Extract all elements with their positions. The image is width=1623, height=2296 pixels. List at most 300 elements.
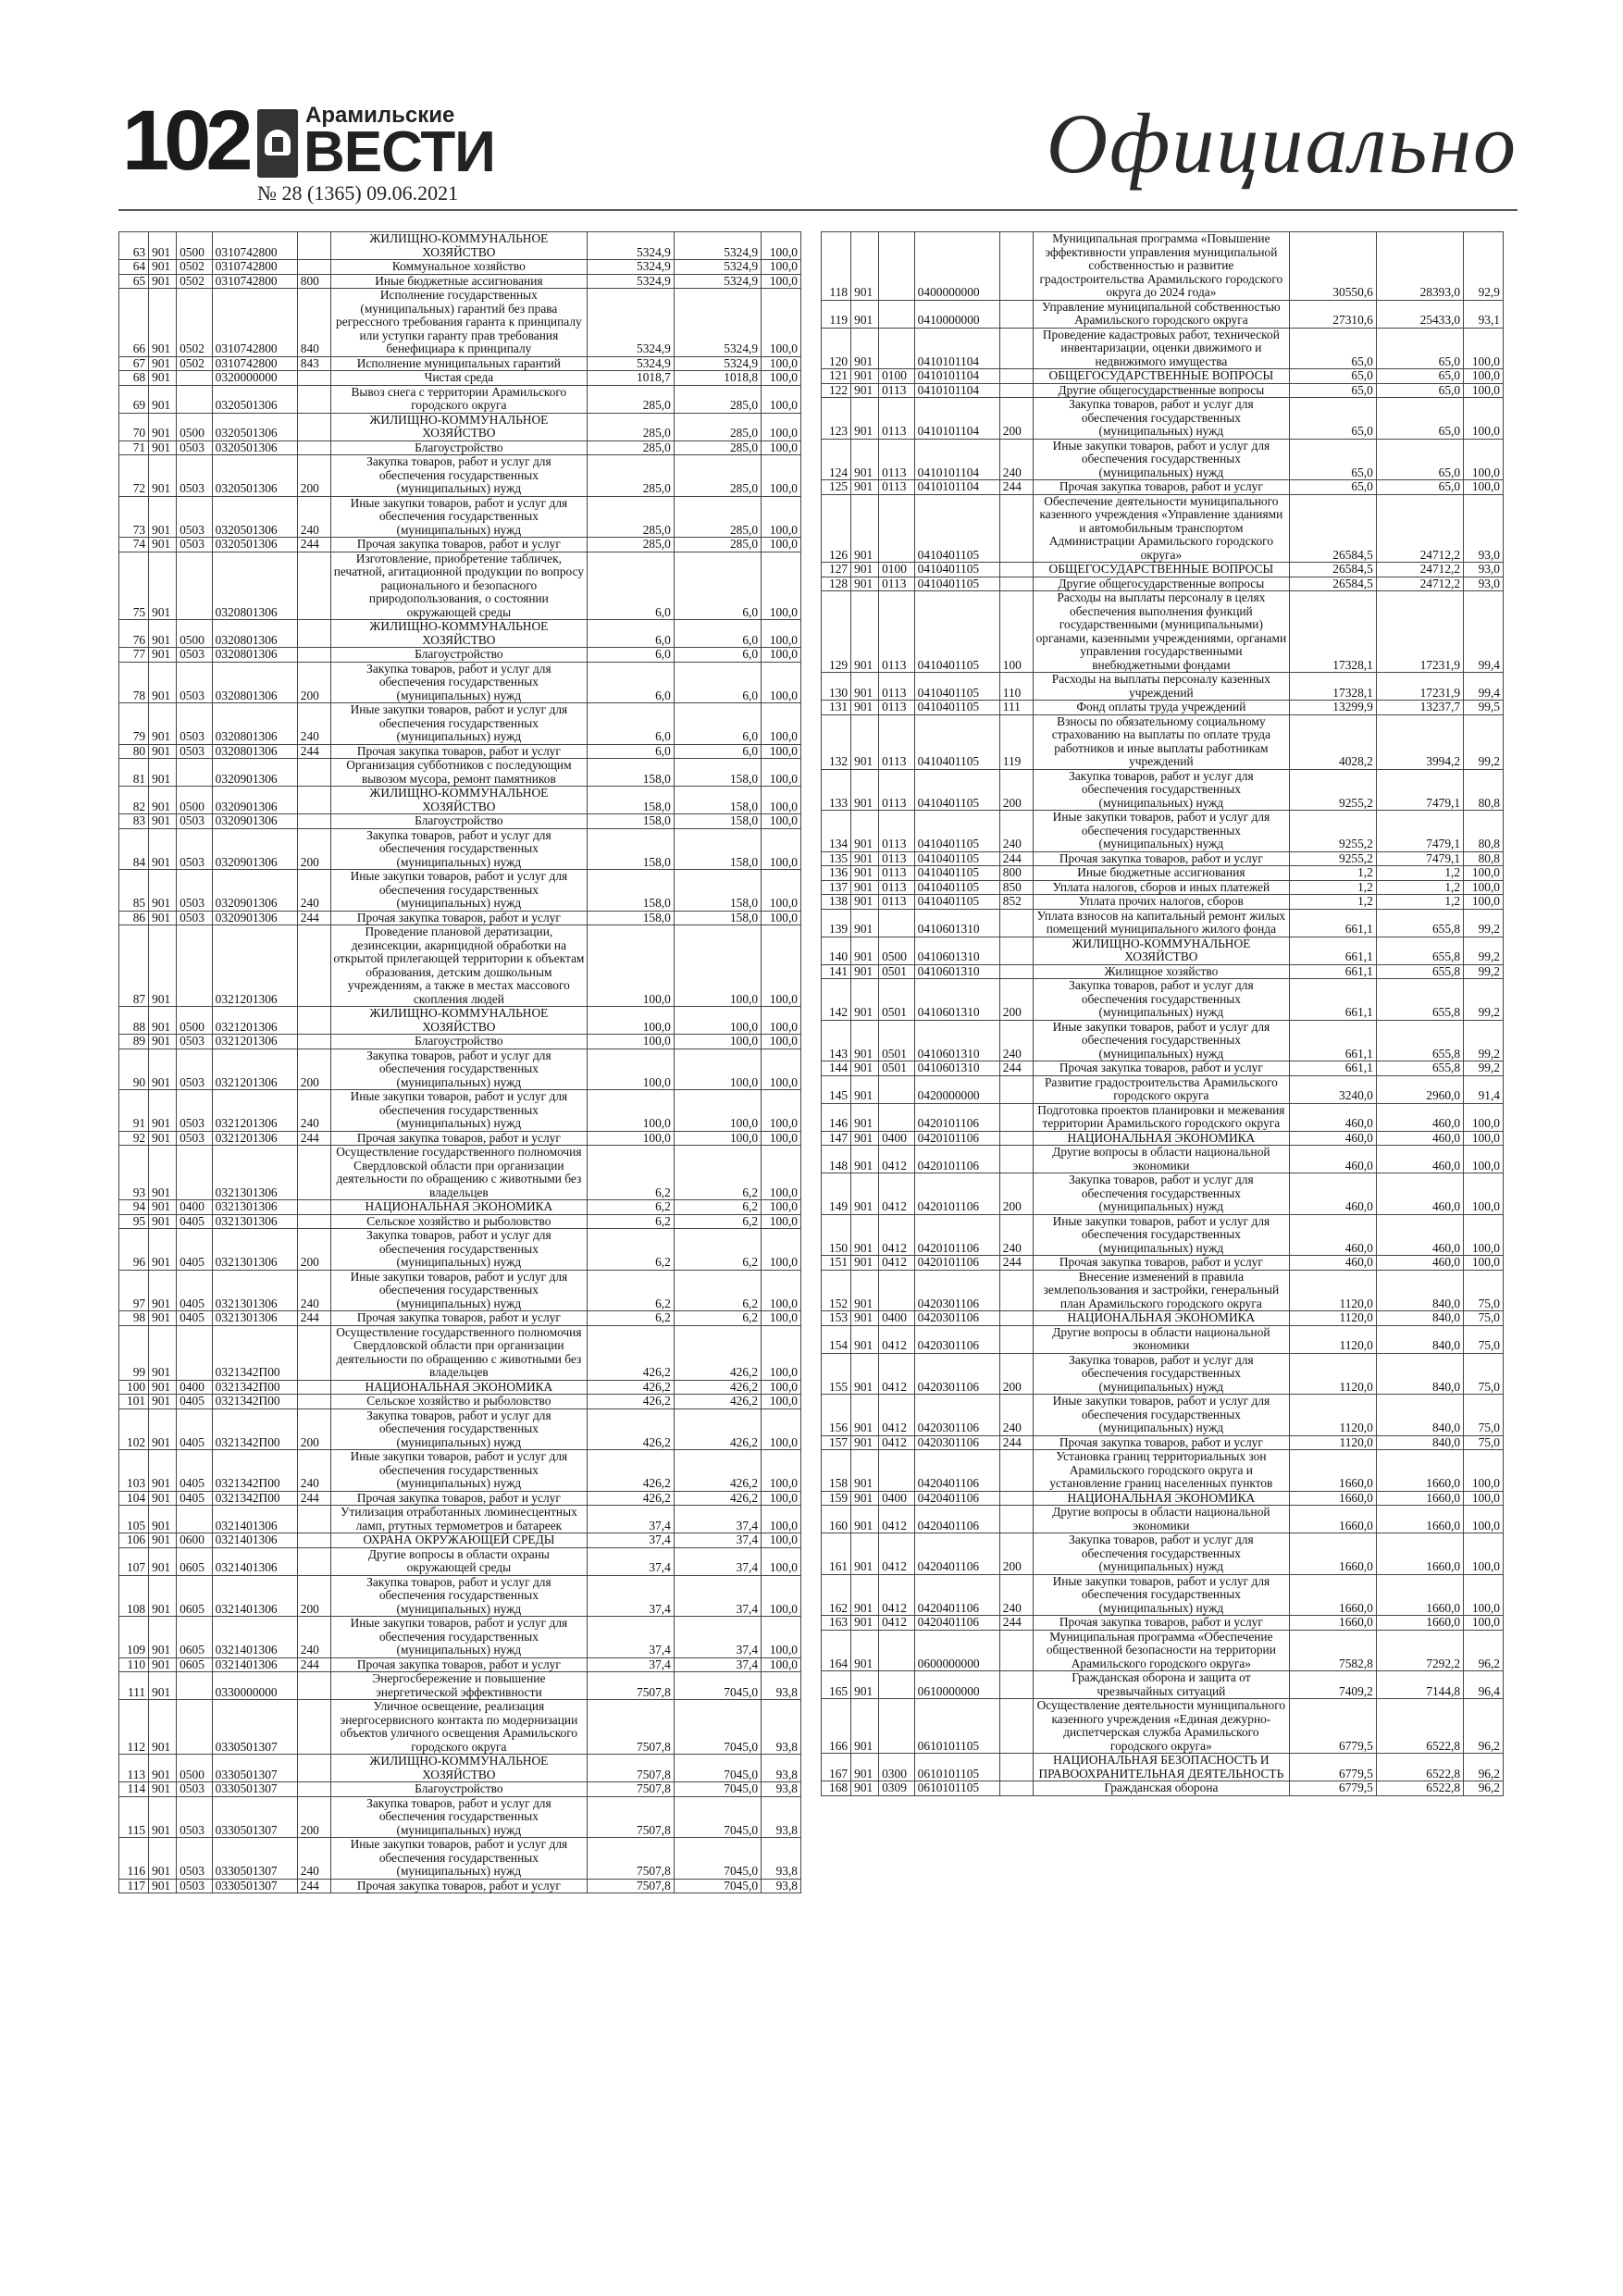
actual-amount: 6,2 <box>674 1200 761 1215</box>
target-article-code: 0321201306 <box>212 925 297 1007</box>
item-name: ОБЩЕГОСУДАРСТВЕННЫЕ ВОПРОСЫ <box>1034 369 1289 384</box>
row-number: 103 <box>119 1450 149 1492</box>
target-article-code: 0321401306 <box>212 1547 297 1575</box>
row-number: 108 <box>119 1575 149 1617</box>
table-row <box>822 369 1504 384</box>
table-row <box>822 1020 1504 1061</box>
planned-amount: 460,0 <box>1289 1214 1376 1256</box>
department-code: 901 <box>851 1435 879 1450</box>
row-number: 67 <box>119 356 149 371</box>
department-code: 901 <box>149 496 177 538</box>
execution-percent: 93,0 <box>1464 563 1504 577</box>
item-name: Закупка товаров, работ и услуг для обеспечения государственных (муниципальных) нужд <box>1034 398 1289 440</box>
row-number: 85 <box>119 870 149 912</box>
item-name: Уплата прочих налогов, сборов <box>1034 895 1289 910</box>
planned-amount: 17328,1 <box>1289 673 1376 701</box>
target-article-code: 0330000000 <box>212 1672 297 1700</box>
expense-type-code: 840 <box>297 289 330 357</box>
table-row <box>822 851 1504 866</box>
section-code: 0600 <box>177 1533 213 1548</box>
planned-amount: 6779,5 <box>1289 1754 1376 1781</box>
item-name: Управление муниципальной собственностью Арамильского городского округа <box>1034 300 1289 328</box>
expense-type-code <box>297 1007 330 1035</box>
expense-type-code: 200 <box>999 1353 1033 1395</box>
department-code: 901 <box>149 1657 177 1672</box>
target-article-code: 0321301306 <box>212 1214 297 1229</box>
item-name: Прочая закупка товаров, работ и услуг <box>331 1311 587 1326</box>
section-code: 0500 <box>177 232 213 260</box>
planned-amount: 285,0 <box>587 385 674 413</box>
section-code <box>177 1506 213 1533</box>
expense-type-code: 240 <box>297 1090 330 1132</box>
planned-amount: 6,0 <box>587 620 674 648</box>
item-name: Закупка товаров, работ и услуг для обеспечения государственных (муниципальных) нужд <box>331 455 587 497</box>
expense-type-code: 244 <box>297 911 330 925</box>
item-name: Муниципальная программа «Повышение эффективности управления муниципальной собственностью и развитие градостроительства Арамильского городского округа до 2024 года» <box>1034 232 1289 301</box>
department-code: 901 <box>851 1671 879 1699</box>
target-article-code: 0410401105 <box>914 494 999 563</box>
target-article-code: 0410401105 <box>914 673 999 701</box>
row-number: 83 <box>119 814 149 829</box>
expense-type-code <box>999 937 1033 964</box>
item-name: Иные закупки товаров, работ и услуг для обеспечения государственных (муниципальных) нужд <box>1034 439 1289 480</box>
actual-amount: 6,2 <box>674 1229 761 1271</box>
expense-type-code <box>999 964 1033 979</box>
row-number: 120 <box>822 328 851 369</box>
department-code: 901 <box>149 1200 177 1215</box>
item-name: ЖИЛИЩНО-КОММУНАЛЬНОЕ ХОЗЯЙСТВО <box>331 1007 587 1035</box>
expense-type-code: 240 <box>999 439 1033 480</box>
planned-amount: 7582,8 <box>1289 1630 1376 1671</box>
actual-amount: 7045,0 <box>674 1879 761 1893</box>
table-row <box>822 577 1504 591</box>
row-number: 81 <box>119 759 149 787</box>
section-code: 0501 <box>879 1061 915 1076</box>
department-code: 901 <box>149 703 177 745</box>
actual-amount: 7479,1 <box>1376 769 1463 811</box>
section-code: 0503 <box>177 1838 213 1880</box>
actual-amount: 426,2 <box>674 1325 761 1380</box>
planned-amount: 13299,9 <box>1289 701 1376 715</box>
row-number: 155 <box>822 1353 851 1395</box>
row-number: 159 <box>822 1491 851 1506</box>
section-code: 0503 <box>177 1131 213 1146</box>
row-number: 73 <box>119 496 149 538</box>
section-code: 0500 <box>177 1755 213 1782</box>
budget-table-right <box>821 231 1504 1796</box>
section-code <box>177 1700 213 1755</box>
execution-percent: 100,0 <box>762 289 801 357</box>
department-code: 901 <box>851 1353 879 1395</box>
row-number: 166 <box>822 1699 851 1754</box>
actual-amount: 65,0 <box>1376 398 1463 440</box>
planned-amount: 661,1 <box>1289 909 1376 937</box>
table-row <box>822 1699 1504 1754</box>
item-name: Сельское хозяйство и рыболовство <box>331 1395 587 1409</box>
expense-type-code <box>297 620 330 648</box>
row-number: 91 <box>119 1090 149 1132</box>
target-article-code: 0321301306 <box>212 1311 297 1326</box>
section-code <box>177 759 213 787</box>
section-code: 0503 <box>177 870 213 912</box>
expense-type-code <box>999 369 1033 384</box>
row-number: 158 <box>822 1450 851 1492</box>
expense-type-code: 240 <box>297 496 330 538</box>
row-number: 76 <box>119 620 149 648</box>
department-code: 901 <box>851 1103 879 1131</box>
row-number: 134 <box>822 811 851 852</box>
planned-amount: 1660,0 <box>1289 1506 1376 1533</box>
expense-type-code <box>999 1146 1033 1173</box>
item-name: ЖИЛИЩНО-КОММУНАЛЬНОЕ ХОЗЯЙСТВО <box>1034 937 1289 964</box>
row-number: 167 <box>822 1754 851 1781</box>
execution-percent: 99,5 <box>1464 701 1504 715</box>
actual-amount: 1018,8 <box>674 371 761 386</box>
table-row <box>119 1657 801 1672</box>
planned-amount: 5324,9 <box>587 274 674 289</box>
execution-percent: 75,0 <box>1464 1435 1504 1450</box>
section-code: 0501 <box>879 1020 915 1061</box>
execution-percent: 100,0 <box>762 260 801 275</box>
actual-amount: 7479,1 <box>1376 851 1463 866</box>
expense-type-code <box>999 300 1033 328</box>
target-article-code: 0330501307 <box>212 1700 297 1755</box>
execution-percent: 93,8 <box>762 1838 801 1880</box>
expense-type-code: 244 <box>297 1491 330 1506</box>
department-code: 901 <box>149 1547 177 1575</box>
actual-amount: 100,0 <box>674 1007 761 1035</box>
planned-amount: 1120,0 <box>1289 1395 1376 1436</box>
table-row <box>822 494 1504 563</box>
actual-amount: 285,0 <box>674 385 761 413</box>
department-code: 901 <box>149 1672 177 1700</box>
row-number: 147 <box>822 1131 851 1146</box>
department-code: 901 <box>851 673 879 701</box>
table-row <box>119 1090 801 1132</box>
department-code: 901 <box>149 1380 177 1395</box>
section-code <box>177 1146 213 1200</box>
execution-percent: 100,0 <box>1464 1450 1504 1492</box>
table-row <box>119 1782 801 1797</box>
target-article-code: 0321342П00 <box>212 1491 297 1506</box>
department-code: 901 <box>851 1020 879 1061</box>
section-code: 0503 <box>177 828 213 870</box>
row-number: 142 <box>822 979 851 1021</box>
section-code: 0405 <box>177 1395 213 1409</box>
target-article-code: 0320801306 <box>212 662 297 703</box>
row-number: 122 <box>822 383 851 398</box>
target-article-code: 0320801306 <box>212 744 297 759</box>
table-row <box>822 937 1504 964</box>
page-header <box>118 93 1518 211</box>
department-code: 901 <box>149 1506 177 1533</box>
planned-amount: 7507,8 <box>587 1796 674 1838</box>
target-article-code: 0610101105 <box>914 1781 999 1796</box>
department-code: 901 <box>851 866 879 881</box>
expense-type-code: 100 <box>999 591 1033 673</box>
table-row <box>119 1380 801 1395</box>
actual-amount: 100,0 <box>674 1049 761 1090</box>
item-name: Закупка товаров, работ и услуг для обеспечения государственных (муниципальных) нужд <box>331 1049 587 1090</box>
row-number: 129 <box>822 591 851 673</box>
section-code: 0503 <box>177 455 213 497</box>
item-name: Расходы на выплаты персоналу казенных учреждений <box>1034 673 1289 701</box>
item-name: Закупка товаров, работ и услуг для обеспечения государственных (муниципальных) нужд <box>1034 979 1289 1021</box>
item-name: Осуществление государственного полномочия Свердловской области при организации деятельности по обращению с животными без владельцев <box>331 1325 587 1380</box>
table-row <box>822 439 1504 480</box>
target-article-code: 0321301306 <box>212 1229 297 1271</box>
execution-percent: 100,0 <box>762 455 801 497</box>
row-number: 110 <box>119 1657 149 1672</box>
department-code: 901 <box>149 552 177 620</box>
item-name: Иные закупки товаров, работ и услуг для обеспечения государственных (муниципальных) нужд <box>331 1090 587 1132</box>
item-name: Проведение плановой дератизации, дезинсекции, акарицидной обработки на открытой прилегающей территории к объектам образования, детским дошкольным учреждениям, а также в местах массового скопления людей <box>331 925 587 1007</box>
planned-amount: 65,0 <box>1289 398 1376 440</box>
item-name: НАЦИОНАЛЬНАЯ ЭКОНОМИКА <box>331 1200 587 1215</box>
execution-percent: 100,0 <box>762 1229 801 1271</box>
department-code: 901 <box>851 1173 879 1215</box>
section-code: 0412 <box>879 1533 915 1575</box>
table-row <box>822 300 1504 328</box>
item-name: Гражданская оборона <box>1034 1781 1289 1796</box>
target-article-code: 0420301106 <box>914 1435 999 1450</box>
expense-type-code <box>297 1146 330 1200</box>
planned-amount: 7507,8 <box>587 1782 674 1797</box>
actual-amount: 655,8 <box>1376 937 1463 964</box>
target-article-code: 0410101104 <box>914 328 999 369</box>
department-code: 901 <box>149 662 177 703</box>
expense-type-code <box>999 1630 1033 1671</box>
row-number: 132 <box>822 714 851 769</box>
target-article-code: 0321401306 <box>212 1533 297 1548</box>
item-name: НАЦИОНАЛЬНАЯ ЭКОНОМИКА <box>1034 1131 1289 1146</box>
target-article-code: 0321201306 <box>212 1131 297 1146</box>
actual-amount: 65,0 <box>1376 369 1463 384</box>
expense-type-code <box>999 1131 1033 1146</box>
execution-percent: 100,0 <box>762 371 801 386</box>
row-number: 136 <box>822 866 851 881</box>
item-name: ОБЩЕГОСУДАРСТВЕННЫЕ ВОПРОСЫ <box>1034 563 1289 577</box>
department-code: 901 <box>851 480 879 495</box>
row-number: 113 <box>119 1755 149 1782</box>
item-name: Прочая закупка товаров, работ и услуг <box>331 1131 587 1146</box>
department-code: 901 <box>149 1214 177 1229</box>
department-code: 901 <box>851 1574 879 1616</box>
section-code: 0412 <box>879 1353 915 1395</box>
execution-percent: 100,0 <box>1464 383 1504 398</box>
issue-info: № 28 (1365) 09.06.2021 <box>257 181 459 205</box>
actual-amount: 1660,0 <box>1376 1450 1463 1492</box>
execution-percent: 91,4 <box>1464 1075 1504 1103</box>
row-number: 168 <box>822 1781 851 1796</box>
execution-percent: 99,2 <box>1464 964 1504 979</box>
department-code: 901 <box>149 1325 177 1380</box>
target-article-code: 0320901306 <box>212 870 297 912</box>
section-code: 0412 <box>879 1616 915 1631</box>
item-name: Прочая закупка товаров, работ и услуг <box>331 538 587 552</box>
execution-percent: 100,0 <box>762 870 801 912</box>
actual-amount: 426,2 <box>674 1409 761 1450</box>
target-article-code: 0321201306 <box>212 1035 297 1049</box>
row-number: 154 <box>822 1325 851 1353</box>
target-article-code: 0330501307 <box>212 1796 297 1838</box>
item-name: Иные закупки товаров, работ и услуг для обеспечения государственных (муниципальных) нужд <box>331 1838 587 1880</box>
table-row <box>822 701 1504 715</box>
item-name: ОХРАНА ОКРУЖАЮЩЕЙ СРЕДЫ <box>331 1533 587 1548</box>
actual-amount: 6,0 <box>674 744 761 759</box>
actual-amount: 6,2 <box>674 1270 761 1311</box>
target-article-code: 0310742800 <box>212 274 297 289</box>
target-article-code: 0410101104 <box>914 480 999 495</box>
section-code: 0412 <box>879 1146 915 1173</box>
actual-amount: 1660,0 <box>1376 1616 1463 1631</box>
planned-amount: 1120,0 <box>1289 1435 1376 1450</box>
expense-type-code <box>999 563 1033 577</box>
row-number: 66 <box>119 289 149 357</box>
row-number: 70 <box>119 413 149 441</box>
row-number: 145 <box>822 1075 851 1103</box>
table-row <box>119 1879 801 1893</box>
target-article-code: 0420401106 <box>914 1574 999 1616</box>
section-code <box>879 1075 915 1103</box>
expense-type-code <box>297 1755 330 1782</box>
table-row <box>119 1547 801 1575</box>
department-code: 901 <box>149 371 177 386</box>
department-code: 901 <box>851 1075 879 1103</box>
row-number: 126 <box>822 494 851 563</box>
planned-amount: 7507,8 <box>587 1838 674 1880</box>
table-row <box>119 441 801 455</box>
execution-percent: 100,0 <box>1464 1131 1504 1146</box>
section-code <box>879 494 915 563</box>
planned-amount: 158,0 <box>587 759 674 787</box>
department-code: 901 <box>149 385 177 413</box>
planned-amount: 6,0 <box>587 662 674 703</box>
target-article-code: 0410401105 <box>914 895 999 910</box>
section-code: 0503 <box>177 648 213 663</box>
planned-amount: 100,0 <box>587 1090 674 1132</box>
item-name: Вывоз снега с территории Арамильского городского округа <box>331 385 587 413</box>
section-code <box>879 1103 915 1131</box>
actual-amount: 426,2 <box>674 1450 761 1492</box>
actual-amount: 5324,9 <box>674 289 761 357</box>
planned-amount: 1660,0 <box>1289 1533 1376 1575</box>
section-code: 0113 <box>879 811 915 852</box>
item-name: Внесение изменений в правила землепользования и застройки, генеральный план Арамильского городского округа <box>1034 1270 1289 1311</box>
item-name: Организация субботников с последующим вывозом мусора, ремонт памятников <box>331 759 587 787</box>
expense-type-code: 110 <box>999 673 1033 701</box>
expense-type-code: 244 <box>297 1311 330 1326</box>
section-code: 0113 <box>879 591 915 673</box>
table-row <box>119 814 801 829</box>
execution-percent: 93,8 <box>762 1755 801 1782</box>
execution-percent: 100,0 <box>1464 1533 1504 1575</box>
item-name: Взносы по обязательному социальному страхованию на выплаты по оплате труда работников и иные выплаты работникам учреждений <box>1034 714 1289 769</box>
item-name: ЖИЛИЩНО-КОММУНАЛЬНОЕ ХОЗЯЙСТВО <box>331 620 587 648</box>
execution-percent: 100,0 <box>1464 1574 1504 1616</box>
execution-percent: 93,1 <box>1464 300 1504 328</box>
target-article-code: 0320501306 <box>212 385 297 413</box>
execution-percent: 100,0 <box>762 814 801 829</box>
planned-amount: 426,2 <box>587 1325 674 1380</box>
expense-type-code: 244 <box>999 1256 1033 1271</box>
row-number: 86 <box>119 911 149 925</box>
item-name: ЖИЛИЩНО-КОММУНАЛЬНОЕ ХОЗЯЙСТВО <box>331 787 587 814</box>
row-number: 92 <box>119 1131 149 1146</box>
table-row <box>119 1035 801 1049</box>
table-row <box>119 552 801 620</box>
actual-amount: 6,0 <box>674 703 761 745</box>
expense-type-code: 200 <box>297 455 330 497</box>
expense-type-code <box>999 1699 1033 1754</box>
execution-percent: 100,0 <box>762 828 801 870</box>
row-number: 116 <box>119 1838 149 1880</box>
actual-amount: 7479,1 <box>1376 811 1463 852</box>
department-code: 901 <box>149 1617 177 1658</box>
actual-amount: 7045,0 <box>674 1782 761 1797</box>
expense-type-code <box>999 1270 1033 1311</box>
expense-type-code <box>999 1754 1033 1781</box>
table-row <box>119 232 801 260</box>
actual-amount: 2960,0 <box>1376 1075 1463 1103</box>
execution-percent: 93,8 <box>762 1700 801 1755</box>
expense-type-code <box>297 1214 330 1229</box>
section-code <box>177 925 213 1007</box>
planned-amount: 285,0 <box>587 455 674 497</box>
actual-amount: 285,0 <box>674 441 761 455</box>
execution-percent: 92,9 <box>1464 232 1504 301</box>
execution-percent: 100,0 <box>762 1035 801 1049</box>
item-name: Благоустройство <box>331 648 587 663</box>
section-code: 0605 <box>177 1547 213 1575</box>
execution-percent: 96,2 <box>1464 1699 1504 1754</box>
execution-percent: 100,0 <box>762 787 801 814</box>
expense-type-code <box>999 232 1033 301</box>
table-row <box>822 480 1504 495</box>
execution-percent: 100,0 <box>762 1575 801 1617</box>
actual-amount: 6,2 <box>674 1146 761 1200</box>
section-code <box>177 1325 213 1380</box>
planned-amount: 426,2 <box>587 1450 674 1492</box>
expense-type-code: 240 <box>297 870 330 912</box>
target-article-code: 0410101104 <box>914 369 999 384</box>
table-row <box>119 1007 801 1035</box>
expense-type-code <box>999 1506 1033 1533</box>
item-name: Подготовка проектов планировки и межевания территории Арамильского городского округа <box>1034 1103 1289 1131</box>
section-code: 0100 <box>879 369 915 384</box>
actual-amount: 840,0 <box>1376 1325 1463 1353</box>
department-code: 901 <box>149 1755 177 1782</box>
section-code: 0502 <box>177 274 213 289</box>
section-code: 0412 <box>879 1256 915 1271</box>
actual-amount: 840,0 <box>1376 1270 1463 1311</box>
row-number: 131 <box>822 701 851 715</box>
expense-type-code <box>297 1506 330 1533</box>
actual-amount: 37,4 <box>674 1506 761 1533</box>
execution-percent: 100,0 <box>762 1049 801 1090</box>
section-code: 0309 <box>879 1781 915 1796</box>
item-name: Другие вопросы в области национальной экономики <box>1034 1146 1289 1173</box>
section-code: 0502 <box>177 289 213 357</box>
item-name: Закупка товаров, работ и услуг для обеспечения государственных (муниципальных) нужд <box>1034 769 1289 811</box>
actual-amount: 65,0 <box>1376 328 1463 369</box>
table-row <box>119 1214 801 1229</box>
target-article-code: 0400000000 <box>914 232 999 301</box>
execution-percent: 100,0 <box>762 1090 801 1132</box>
table-row <box>119 648 801 663</box>
table-row <box>119 356 801 371</box>
department-code: 901 <box>149 1838 177 1880</box>
